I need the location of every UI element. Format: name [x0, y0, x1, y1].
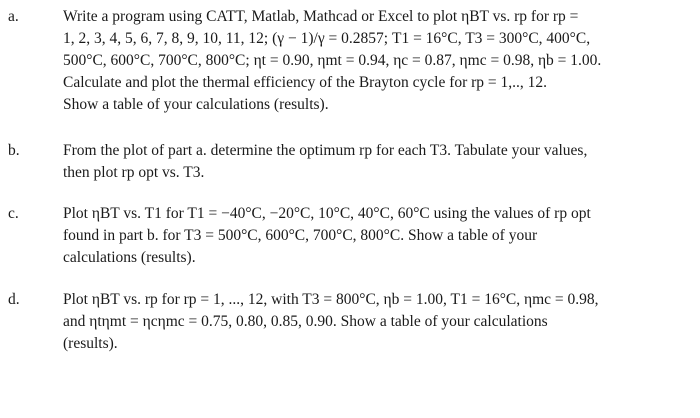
- part-text-line: From the plot of part a. determine the optimum rp for each T3. Tabulate your values,: [63, 142, 588, 159]
- part-letter: c.: [8, 205, 19, 222]
- part-text-line: 1, 2, 3, 4, 5, 6, 7, 8, 9, 10, 11, 12; (γ − 1)/γ = 0.2857; T1 = 16°C, T3 = 300°C, 400°C,: [63, 30, 591, 47]
- part-text-line: Plot ηBT vs. rp for rp = 1, ..., 12, with T3 = 800°C, ηb = 1.00, T1 = 16°C, ηmc = 0.98,: [63, 291, 599, 308]
- part-text-line: Write a program using CATT, Matlab, Mathcad or Excel to plot ηBT vs. rp for rp =: [63, 8, 579, 25]
- part-text-line: found in part b. for T3 = 500°C, 600°C, 700°C, 800°C. Show a table of your: [63, 227, 538, 244]
- part-letter: b.: [8, 142, 20, 159]
- part-text-line: then plot rp opt vs. T3.: [63, 164, 205, 181]
- part-text-line: Plot ηBT vs. T1 for T1 = −40°C, −20°C, 10°C, 40°C, 60°C using the values of rp opt: [63, 205, 591, 222]
- part-text-line: Calculate and plot the thermal efficiency of the Brayton cycle for rp = 1,.., 12.: [63, 74, 548, 91]
- part-text-line: Show a table of your calculations (results).: [63, 96, 329, 113]
- part-letter: d.: [8, 291, 20, 308]
- part-letter: a.: [8, 8, 19, 25]
- part-text-line: calculations (results).: [63, 249, 196, 266]
- part-text-line: (results).: [63, 335, 118, 352]
- part-text-line: 500°C, 600°C, 700°C, 800°C; ηt = 0.90, ηmt = 0.94, ηc = 0.87, ηmc = 0.98, ηb = 1.00.: [63, 52, 602, 69]
- part-text-line: and ηtηmt = ηcηmc = 0.75, 0.80, 0.85, 0.90. Show a table of your calculations: [63, 313, 548, 330]
